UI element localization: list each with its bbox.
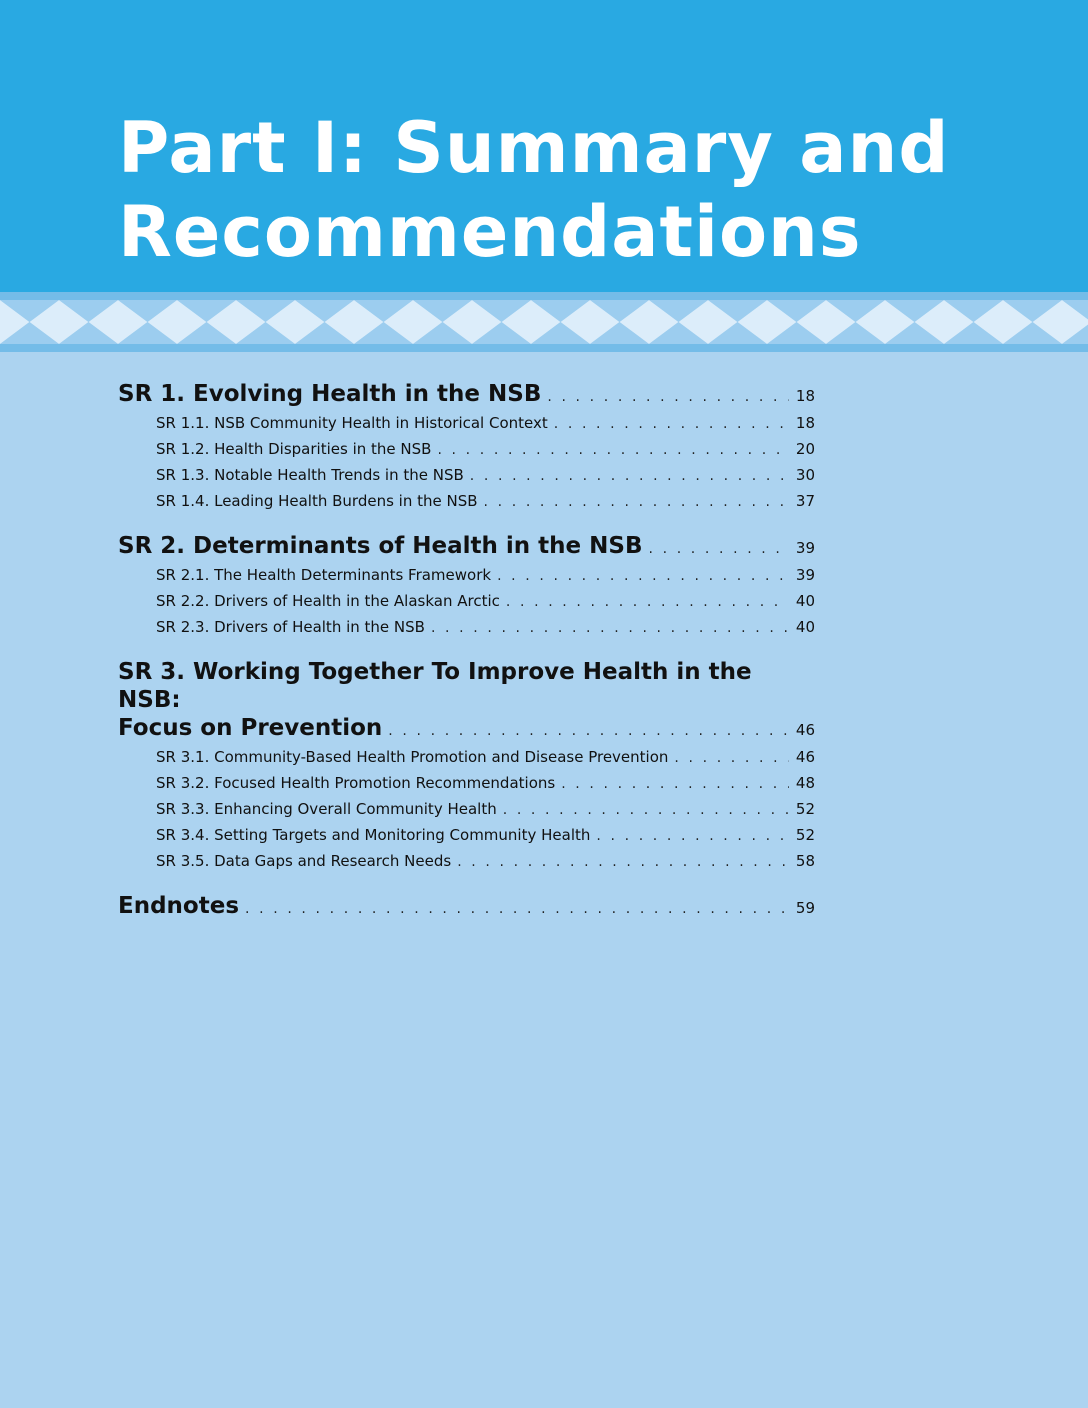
- toc-entry-sr1-1[interactable]: [118, 411, 815, 437]
- toc-label: SR 1.2. Health Disparities in the NSB: [156, 440, 432, 458]
- toc-page: 40: [795, 592, 815, 610]
- toc-page: 37: [795, 492, 815, 510]
- title-line-2: Recommendations: [118, 191, 862, 273]
- toc-page: 59: [795, 899, 815, 917]
- toc-label: SR 3.4. Setting Targets and Monitoring Community Health: [156, 826, 591, 844]
- toc-entry-sr3-1[interactable]: [118, 745, 815, 771]
- dot-leader: [431, 616, 789, 641]
- dot-leader: [561, 772, 789, 797]
- dot-leader: [506, 590, 789, 615]
- toc-section-sr3: [118, 658, 815, 875]
- toc-page: 40: [795, 618, 815, 636]
- toc-page: 30: [795, 466, 815, 484]
- toc-page: 48: [795, 774, 815, 792]
- toc-label: SR 2.2. Drivers of Health in the Alaskan Arctic: [156, 592, 500, 610]
- toc-page: 52: [795, 800, 815, 818]
- dot-leader: [457, 850, 789, 875]
- toc-entry-sr2-2[interactable]: [118, 589, 815, 615]
- toc-entry-sr1[interactable]: [118, 380, 815, 411]
- toc-page: 46: [795, 748, 815, 766]
- toc-section-endnotes: [118, 892, 815, 923]
- dot-leader: [554, 412, 789, 437]
- toc-page: 18: [795, 414, 815, 432]
- toc-label: Endnotes: [118, 893, 240, 919]
- page-title: [118, 106, 1018, 274]
- dot-leader: [674, 746, 789, 771]
- toc-label: Focus on Prevention: [118, 715, 383, 741]
- toc-entry-endnotes[interactable]: [118, 892, 815, 923]
- dot-leader: [596, 824, 789, 849]
- toc-page: 52: [795, 826, 815, 844]
- toc-page: 39: [795, 566, 815, 584]
- toc-entry-sr2-3[interactable]: [118, 615, 815, 641]
- toc-entry-sr1-3[interactable]: [118, 463, 815, 489]
- toc-label: SR 2.3. Drivers of Health in the NSB: [156, 618, 425, 636]
- toc-entry-sr3-3[interactable]: [118, 797, 815, 823]
- toc-label: SR 2.1. The Health Determinants Framework: [156, 566, 492, 584]
- toc-entry-sr3-line1[interactable]: SR 3. Working Together To Improve Health in the NSB:: [118, 659, 752, 713]
- toc-label: SR 3.3. Enhancing Overall Community Health: [156, 800, 497, 818]
- toc-entry-sr3-5[interactable]: [118, 849, 815, 875]
- toc-page: 18: [795, 387, 815, 405]
- toc-label: SR 1.3. Notable Health Trends in the NSB: [156, 466, 464, 484]
- toc-entry-sr3[interactable]: [118, 714, 815, 745]
- toc-page: 20: [795, 440, 815, 458]
- toc-entry-sr2[interactable]: [118, 532, 815, 563]
- dot-leader: [484, 490, 789, 515]
- toc-page: 46: [795, 721, 815, 739]
- toc-label: SR 3.5. Data Gaps and Research Needs: [156, 852, 452, 870]
- toc-section-sr2: [118, 532, 815, 641]
- toc-entry-sr1-2[interactable]: [118, 437, 815, 463]
- toc-label: SR 1.4. Leading Health Burdens in the NSB: [156, 492, 478, 510]
- toc-label: SR 2. Determinants of Health in the NSB: [118, 533, 643, 559]
- dot-leader: [245, 895, 789, 923]
- dot-leader: [497, 564, 789, 589]
- toc-page: 39: [795, 539, 815, 557]
- dot-leader: [388, 717, 789, 745]
- dot-leader: [503, 798, 789, 823]
- toc-entry-sr3-2[interactable]: [118, 771, 815, 797]
- toc-section-sr1: [118, 380, 815, 515]
- title-line-1: Part I: Summary and: [118, 107, 950, 189]
- dot-leader: [547, 383, 789, 411]
- decorative-triangle-band: [0, 292, 1088, 352]
- toc-label: SR 3.1. Community-Based Health Promotion and Disease Prevention: [156, 748, 669, 766]
- toc-entry-sr2-1[interactable]: [118, 563, 815, 589]
- toc-page: 58: [795, 852, 815, 870]
- table-of-contents: [118, 380, 815, 940]
- toc-label: SR 1.1. NSB Community Health in Historical Context: [156, 414, 548, 432]
- header-banner: [0, 0, 1088, 292]
- dot-leader: [470, 464, 789, 489]
- toc-entry-sr1-4[interactable]: [118, 489, 815, 515]
- toc-label: SR 1. Evolving Health in the NSB: [118, 381, 542, 407]
- toc-label: SR 3.2. Focused Health Promotion Recommendations: [156, 774, 556, 792]
- dot-leader: [437, 438, 789, 463]
- dot-leader: [649, 535, 790, 563]
- toc-entry-sr3-4[interactable]: [118, 823, 815, 849]
